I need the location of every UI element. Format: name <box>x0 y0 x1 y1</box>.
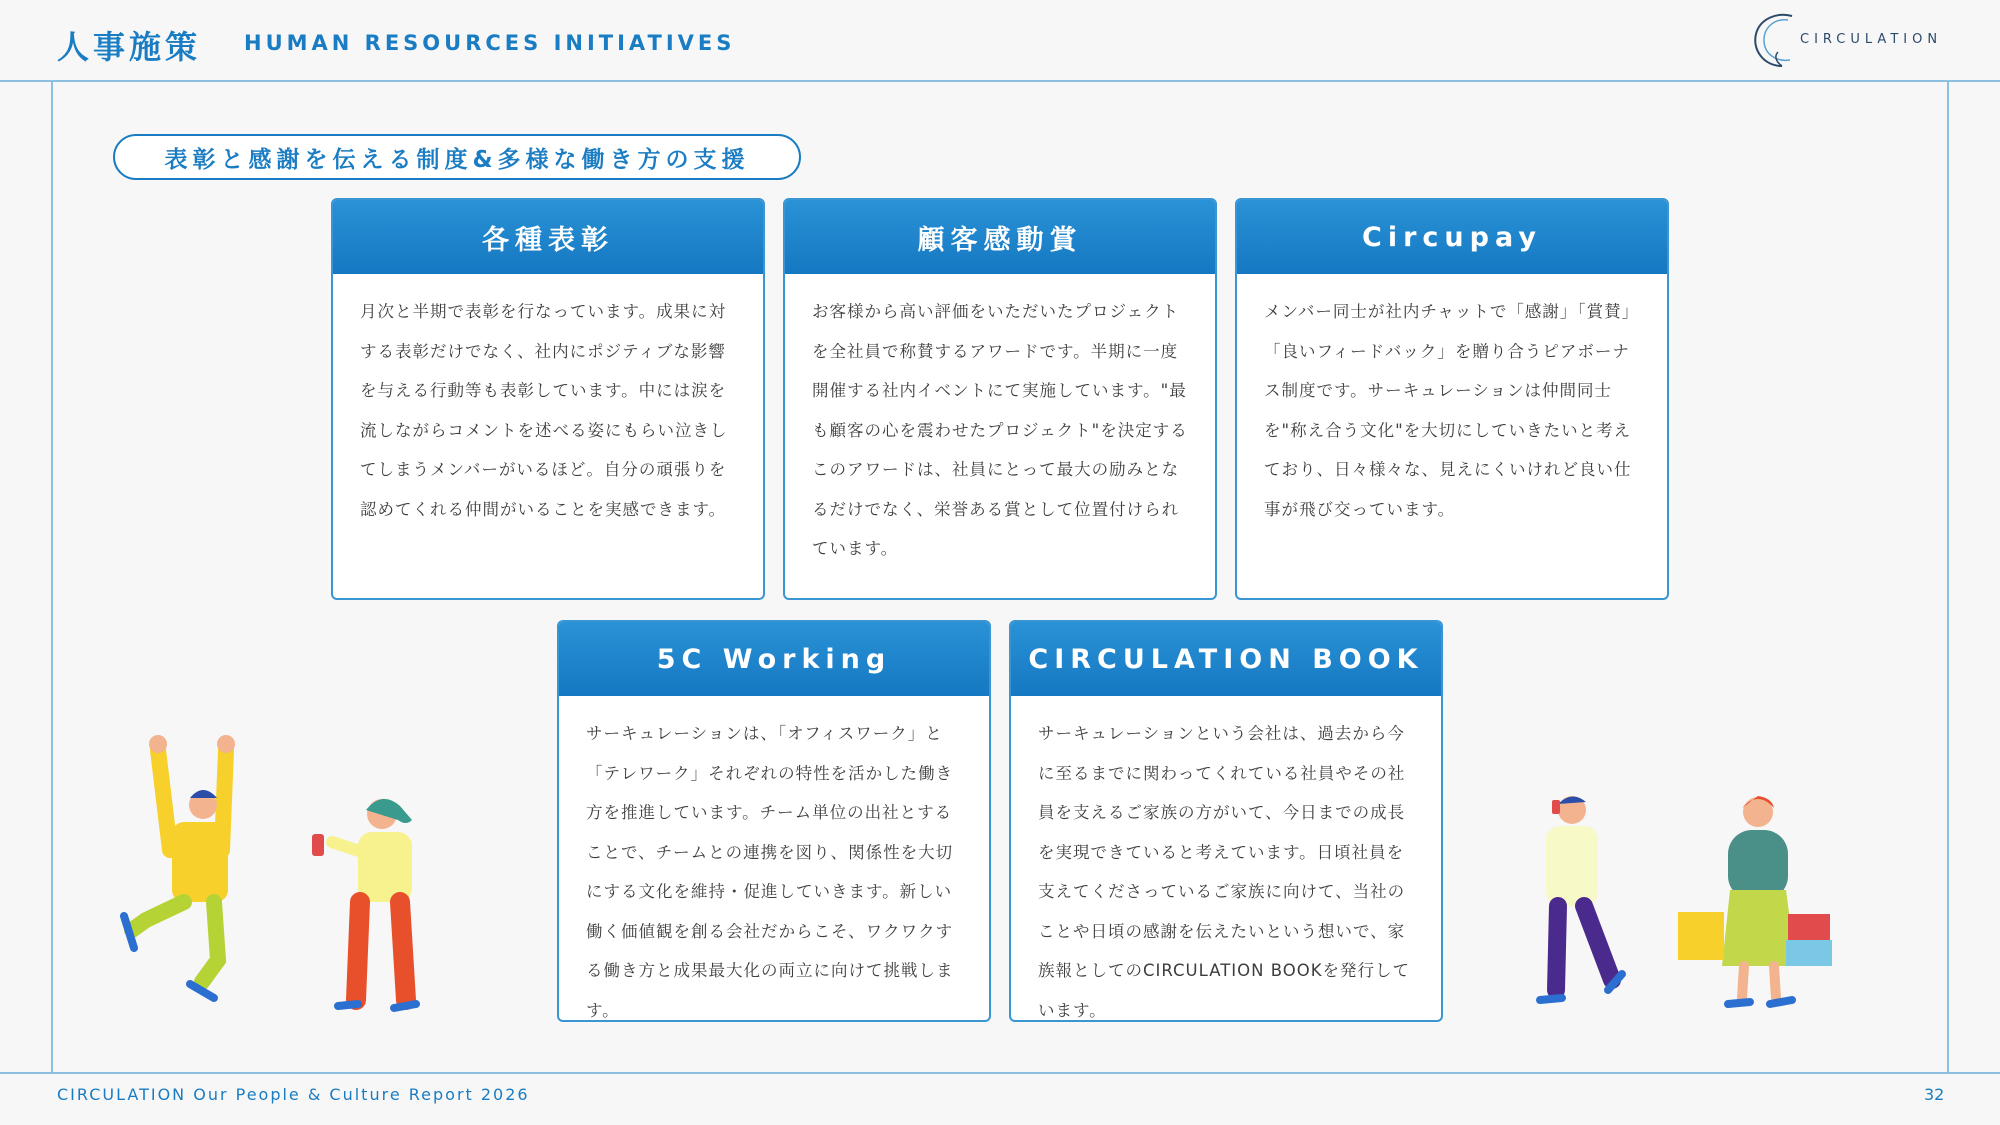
card-5c-working <box>557 620 991 1022</box>
card-title: 5C Working <box>559 622 989 696</box>
logo-text: CIRCULATION <box>1800 32 1943 47</box>
page-number: 32 <box>1924 1085 1945 1104</box>
phone-woman-illustration <box>302 790 432 1020</box>
card-body: お客様から高い評価をいただいたプロジェクトを全社員で称賛するアワードです。半期に一度開催する社内イベントにて実施しています。"最も顧客の心を震わせたプロジェクト"を決定するこのアワードは、社員にとって最大の励みとなるだけでなく、栄誉ある賞として位置付けられています。 <box>812 302 1188 558</box>
circulation-logo <box>1748 10 1968 72</box>
right-border <box>1947 80 1949 1074</box>
footer-text: CIRCULATION Our People & Culture Report 2026 <box>57 1085 530 1104</box>
shopping-woman-illustration <box>1670 790 1840 1020</box>
page-title: 人事施策 <box>57 28 202 66</box>
page-subtitle: HUMAN RESOURCES INITIATIVES <box>244 31 736 55</box>
card-body: メンバー同士が社内チャットで「感謝」「賞賛」「良いフィードバック」を贈り合うピアボーナス制度です。サーキュレーションは仲間同士を"称え合う文化"を大切にしていきたいと考えており、日々様々な、見えにくいけれど良い仕事が飛び交っています。 <box>1264 302 1640 519</box>
card-title: 各種表彰 <box>333 200 763 274</box>
circulation-logo-icon <box>1748 10 1808 72</box>
card-awards <box>331 198 765 600</box>
card-title: Circupay <box>1237 200 1667 274</box>
card-circulation-book <box>1009 620 1443 1022</box>
card-title: CIRCULATION BOOK <box>1011 622 1441 696</box>
footer-divider <box>0 1072 2000 1074</box>
card-body: サーキュレーションは、「オフィスワーク」と「テレワーク」それぞれの特性を活かした働き方を推進しています。チーム単位の出社とすることで、チームとの連携を図り、関係性を大切にする文化を維持・促進していきます。新しい働く価値観を創る会社だからこそ、ワクワクする働き方と成果最大化の両立に向けて挑戦します。 <box>586 724 954 1020</box>
card-body: 月次と半期で表彰を行なっています。成果に対する表彰だけでなく、社内にポジティブな影響を与える行動等も表彰しています。中には涙を流しながらコメントを述べる姿にもらい泣きしてしまうメンバーがいるほど。自分の頑張りを認めてくれる仲間がいることを実感できます。 <box>360 302 728 519</box>
card-title: 顧客感動賞 <box>785 200 1215 274</box>
card-customer-award <box>783 198 1217 600</box>
header-divider <box>0 80 2000 82</box>
walking-man-phone-illustration <box>1512 790 1632 1020</box>
left-border <box>51 80 53 1074</box>
card-circupay <box>1235 198 1669 600</box>
section-title-pill: 表彰と感謝を伝える制度&多様な働き方の支援 <box>113 134 801 180</box>
jumping-person-illustration <box>118 730 258 1010</box>
card-body: サーキュレーションという会社は、過去から今に至るまでに関わってくれている社員やその社員を支えるご家族の方がいて、今日までの成長を実現できていると考えています。日頃社員を支えてくださっているご家族に向けて、当社のことや日頃の感謝を伝えたいという想いで、家族報としてのCIRCULATION BOOKを発行しています。 <box>1038 724 1411 1020</box>
